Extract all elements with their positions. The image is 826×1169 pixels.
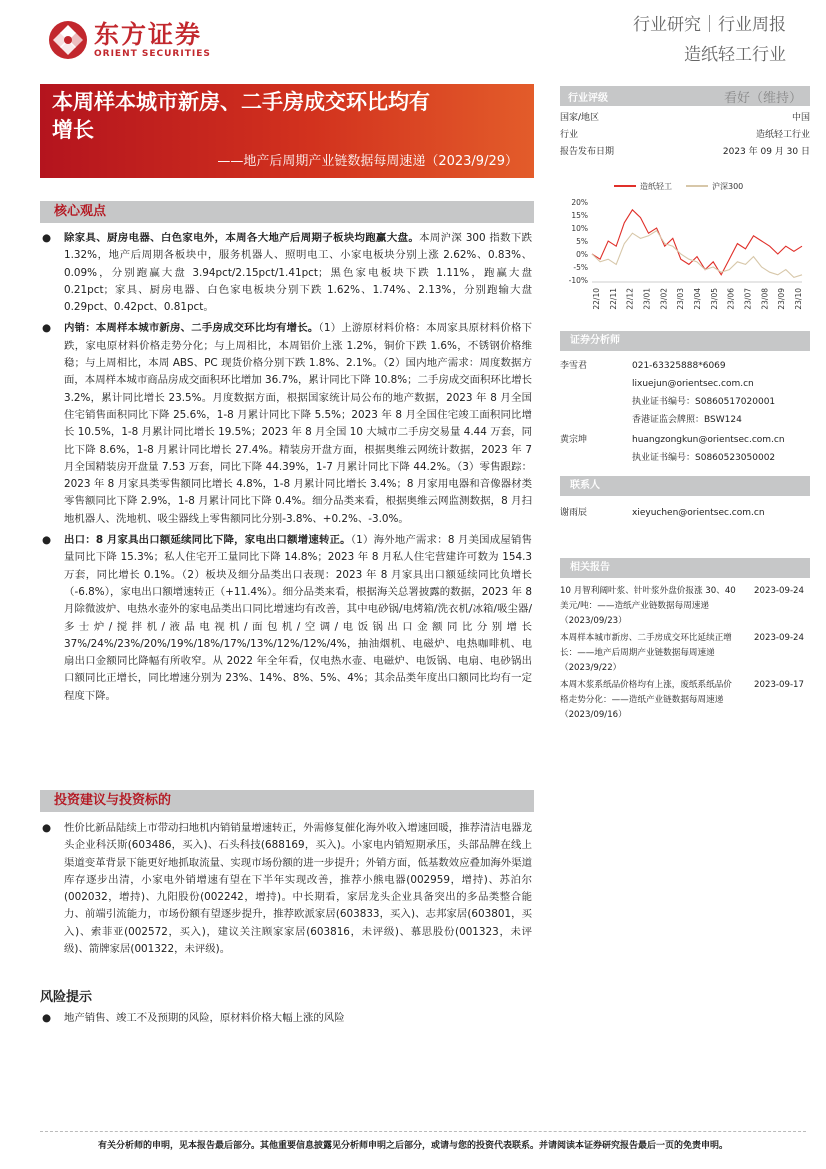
related-report-date: 2023-09-17 [754, 680, 804, 690]
industry-chart [560, 176, 810, 316]
analyst-cert: 执业证书编号：S0860523050002 [632, 453, 776, 463]
series-line [592, 210, 802, 275]
core-point-2-lead: 内销：本周样本城市新房、二手房成交环比均有增长。 [64, 322, 319, 335]
brand-name-cn: 东方证券 [94, 20, 203, 49]
footer-disclaimer: 有关分析师的申明，见本报告最后部分。其他重要信息披露见分析师申明之后部分，或请与您的投资代表联系。并请阅读本证券研究报告最后一页的免责申明。 [97, 1141, 728, 1151]
core-point-3-text: （1）海外地产需求：8 月美国成屋销售量同比下降 15.3%；私人住宅开工量同比下降 14.8%；2023 年 8 月私人住宅营建许可数为 154.3 万套，同比增长 0.1%。（2）板块及细分品类出口表现：2023 年 8 月家具出口额延续同比负增长（-6.8%），家电出口额增速转正（+11.4%）。细分品类来看，根据海关总署披露的数据，2023 年 8 月除微波炉、电热水壶外的家电品类出口同比增速均有改善，其中电砂锅/电烤箱/洗衣机/冰箱/吸尘器/多士炉/搅拌机/液晶电视机/面包机/空调/电饭锅出口金额同比分别增长 37%/24%/23%/20%/19%/18%/17%/13%/12%/12%/4%，抽油烟机、电磁炉、电热咖啡机、电扇出口金额同比降幅有所收窄。从 2022 年全年看，仅电热水壶、电磁炉、电饭锅、电扇、电砂锅出口额同比正增长，同比增速分别为 23%、14%、8%、5%、4%；其余品类年度出口额同比均有一定程度下降。 [64, 534, 532, 702]
rating-bar [560, 86, 810, 106]
brand-logo [48, 20, 211, 60]
core-point-1-lead: 除家具、厨房电器、白色家电外，本周各大地产后周期子板块均跑赢大盘。 [64, 232, 420, 244]
y-tick-label: 15% [571, 211, 588, 220]
legend-label: 沪深300 [712, 182, 744, 191]
info-row [560, 127, 810, 144]
related-report-title[interactable]: 10 月智利阔叶浆、针叶浆外盘价报涨 30、40 美元/吨：——造纸产业链数据每周速递（2023/09/23） [560, 586, 736, 626]
x-tick-label: 23/01 [642, 288, 652, 310]
logo-mark-icon [48, 20, 88, 60]
bullet-icon: ● [42, 822, 52, 834]
contact-name: 谢雨辰 [560, 508, 588, 518]
core-point-1 [40, 230, 532, 316]
info-value: 造纸轻工行业 [755, 130, 810, 140]
related-report-title[interactable]: 本周样本城市新房、二手房成交环比延续正增长：——地产后周期产业链数据每周速递（2023/9/22） [560, 633, 732, 673]
x-tick-label: 23/08 [760, 288, 770, 310]
x-tick-label: 23/03 [676, 288, 686, 310]
bullet-icon: ● [42, 322, 52, 335]
title-line-1: 本周样本城市新房、二手房成交环比均有 [52, 90, 430, 114]
legend-label: 造纸轻工 [640, 182, 672, 191]
related-report-item[interactable] [560, 631, 810, 676]
info-value: 2023 年 09 月 30 日 [722, 147, 810, 157]
contact-email[interactable]: xieyuchen@orientsec.com.cn [632, 508, 765, 518]
analyst-phone: 021-63325888*6069 [632, 361, 726, 371]
risk-point-1-text: 地产销售、竣工不及预期的风险，原材料价格大幅上涨的风险 [64, 1012, 345, 1024]
analyst-1 [560, 357, 810, 429]
brand-name-en: ORIENT SECURITIES [94, 49, 211, 59]
x-tick-label: 23/07 [743, 288, 753, 310]
y-tick-label: 0% [576, 250, 588, 259]
section-core-header: 核心观点 [40, 201, 534, 223]
risk-points [40, 1010, 532, 1027]
report-industry: 造纸轻工行业 [684, 45, 786, 65]
related-report-title[interactable]: 本周木浆系纸品价格均有上涨，废纸系纸品价格走势分化：——造纸产业链数据每周速递（2023/09/16） [560, 680, 732, 720]
analyst-name: 黄宗坤 [560, 435, 588, 445]
series-line [592, 231, 802, 278]
x-tick-label: 23/10 [794, 288, 803, 310]
info-table [560, 110, 810, 161]
analyst-2 [560, 431, 810, 467]
section-contact-header: 联系人 [560, 476, 810, 496]
related-report-date: 2023-09-24 [754, 586, 804, 596]
analyst-email[interactable]: huangzongkun@orientsec.com.cn [632, 435, 785, 445]
bullet-icon: ● [42, 1012, 52, 1024]
footer-divider [40, 1131, 806, 1132]
x-tick-label: 23/02 [659, 288, 669, 310]
report-type [633, 14, 786, 66]
title-line-2: 增长 [52, 118, 94, 142]
y-tick-label: -5% [573, 263, 588, 272]
related-report-date: 2023-09-24 [754, 633, 804, 643]
invest-points [40, 820, 532, 958]
info-value: 中国 [791, 113, 810, 123]
risk-point-1 [40, 1010, 532, 1027]
core-points [40, 230, 532, 705]
info-key: 国家/地区 [560, 113, 600, 123]
analyst-email[interactable]: lixuejun@orientsec.com.cn [632, 379, 754, 389]
y-tick-label: 20% [571, 198, 588, 207]
x-tick-label: 22/12 [625, 288, 635, 310]
title-banner [40, 84, 534, 178]
analyst-name: 李雪君 [560, 361, 588, 371]
report-category: 行业研究｜行业周报 [633, 15, 786, 35]
x-tick-label: 23/05 [709, 288, 719, 310]
info-row [560, 144, 810, 161]
x-tick-label: 23/09 [777, 288, 787, 310]
y-tick-label: 10% [571, 224, 588, 233]
section-risk-header: 风险提示 [40, 990, 93, 1005]
y-tick-label: 5% [576, 237, 588, 246]
section-related-header: 相关报告 [560, 558, 810, 578]
related-reports [560, 584, 810, 725]
x-tick-label: 23/06 [726, 288, 736, 310]
info-key: 行业 [560, 130, 579, 140]
section-invest-header: 投资建议与投资标的 [40, 790, 534, 812]
x-tick-label: 22/11 [608, 288, 618, 310]
analyst-cert: 执业证书编号：S0860517020001 [632, 397, 776, 407]
analyst-list [560, 357, 810, 467]
analyst-hk-license: 香港证监会牌照：BSW124 [632, 415, 742, 425]
core-point-3 [40, 532, 532, 705]
page-subtitle: ——地产后周期产业链数据每周速递（2023/9/29） [217, 154, 518, 169]
y-tick-label: -10% [568, 276, 588, 285]
page-title [52, 88, 430, 144]
info-row [560, 110, 810, 127]
section-analyst-header: 证券分析师 [560, 331, 810, 351]
x-tick-label: 23/04 [693, 288, 702, 310]
related-report-item[interactable] [560, 678, 810, 723]
contact-1 [560, 504, 810, 522]
x-tick-label: 22/10 [592, 288, 601, 310]
core-point-2-text: （1）上游原材料价格：本周家具原材料价格下跌，家电原材料价格走势分化；与上周相比，本周铝价上涨 1.2%，铜价下跌 1.6%，不锈钢价格维稳；与上周相比，本周 ABS、PC 现货价格分别下跌 1.8%、2.1%。（2）国内地产需求：周度数据方面，本周样本城市商品房成交面积环比增加 36.7%，累计同比下降 10.8%；二手房成交面积环比增长 3.2%，累计同比增长 23.5%。月度数据方面，根据国家统计局公布的地产数据，2023 年 8 月全国住宅销售面积同比下降 25.6%，1-8 月累计同比下降 5.5%；2023 年 8 月全国住宅竣工面积同比增长 10.5%，1-8 月累计同比增长 19.5%；2023 年 8 月全国 10 大城市二手房交易量 4.44 万套，同比下降 8.6%，1-8 月累计同比增长 27.4%。精装房开盘方面，根据奥维云网统计数据，2023 年 7 月全国精装房开盘量 7.53 万套，同比下降 44.39%，1-7 月累计同比下降 44.2%。（3）零售跟踪：2023 年 8 月家具类零售额同比增长 4.8%，1-8 月累计同比增长 3.4%；8 月家用电器和音像器材类零售额同比下降 2.9%，1-8 月累计同比下降 0.4%。细分品类来看，根据奥维云网监测数据，8 月扫地机器人、洗地机、吸尘器线上零售额同比分别-3.8%、+0.2%、-3.0%。 [64, 322, 532, 525]
core-point-3-lead: 出口：8 月家具出口额延续同比下降，家电出口额增速转正。 [64, 534, 351, 547]
rating-label: 行业评级 [568, 92, 608, 104]
core-point-1-text: 本周沪深 300 指数下跌 1.32%，地产后周期各板块中，服务机器人、照明电工、小家电板块分别上涨 2.62%、0.83%、0.09%，分别跑赢大盘 3.94pct/2.15pct/1.41pct；黑色家电板块下跌 1.11%，跑赢大盘 0.21pct；家具、厨房电器、白色家电板块分别下跌 1.62%、1.74%、2.13%，分别跑输大盘 0.29pct、0.42pct、0.81pct。 [64, 232, 533, 314]
related-report-item[interactable] [560, 584, 810, 629]
bullet-icon: ● [42, 232, 52, 244]
info-key: 报告发布日期 [560, 147, 615, 157]
core-point-2 [40, 320, 532, 528]
bullet-icon: ● [42, 534, 52, 547]
invest-point-1 [40, 820, 532, 958]
invest-point-1-text: 性价比新品陆续上市带动扫地机内销销量增速转正，外需修复催化海外收入增速回暖，推荐清洁电器龙头企业科沃斯(603486，买入)、石头科技(688169，买入)。小家电内销短期承压，头部品牌在线上渠道变革背景下能更好地抓取流量、实现市场份额的进一步提升；外销方面，低基数效应叠加海外渠道库存逐步出清，小家电外销增速有望在下半年实现改善，推荐小熊电器(002959，增持)、苏泊尔(002032，增持)、九阳股份(002242，增持)。中长期看，家居龙头企业具备突出的多品类整合能力、前端引流能力，市场份额有望逐步提升，推荐欧派家居(603833，买入)、志邦家居(603801，买入)、索菲亚(002572，买入)，建议关注顾家家居(603816，未评级)、慕思股份(001323，未评级)、箭牌家居(001322，未评级)。 [64, 822, 532, 956]
rating-value: 看好（维持） [723, 90, 802, 106]
